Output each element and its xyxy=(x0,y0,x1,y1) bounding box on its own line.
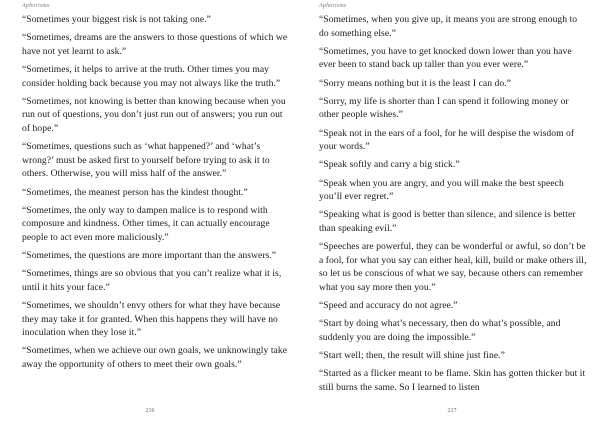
quote-paragraph: “Sometimes, things are so obvious that you can’t realize what it is, until it hits your face.” xyxy=(22,268,282,293)
quote-paragraph: “Sometimes your biggest risk is not taking one.” xyxy=(22,14,211,25)
quote-paragraph: “Sometimes, the questions are more important than the answers.” xyxy=(22,250,277,262)
quote-paragraph: “Sometimes, not knowing is better than knowing because when you run out of questions, you don’t just run out of answers; you run out of hope.” xyxy=(22,95,286,134)
quote-paragraph: “Sorry means nothing but it is the least I can do.” xyxy=(319,77,511,89)
quote-paragraph: “Speeches are powerful, they can be wonderful or awful, so don’t be a fool, for what you say can either heal, kill, build or make others ill, so let us be conscious of what we say, because others can remember what you say more then you.” xyxy=(319,241,587,293)
quote-paragraph: “Sometimes, questions such as ‘what happened?’ and ‘what’s wrong?’ must be asked first to yourself before trying to ask it to others. Otherwise, you will miss half of the answer.” xyxy=(22,141,270,180)
quote-paragraph: “Speak not in the ears of a fool, for he will despise the wisdom of your words.” xyxy=(319,127,575,153)
page-number: 217 xyxy=(447,408,457,414)
quote-paragraph: “Speak when you are angry, and you will make the best speech you’ll ever regret.” xyxy=(319,177,564,203)
quote-paragraph: “Speak softly and carry a big stick.” xyxy=(319,159,460,171)
quote-paragraph: “Speaking what is good is better than silence, and silence is better than speaking evil.” xyxy=(319,209,576,234)
quote-list xyxy=(22,13,290,376)
quote-paragraph: “Sometimes, dreams are the answers to those questions of which we have not yet learnt to ask.” xyxy=(22,32,288,57)
quote-paragraph: “Sometimes, the meanest person has the kindest thought.” xyxy=(22,186,248,198)
quote-paragraph: “Start well; then, the result will shine just fine.” xyxy=(319,350,505,361)
quote-paragraph: “Speed and accuracy do not agree.” xyxy=(319,300,458,312)
quote-paragraph: “Sometimes, you have to get knocked down lower than you have ever been to stand back up taller than you ever were.” xyxy=(319,45,572,71)
running-head: Aphorisms xyxy=(319,3,347,9)
quote-paragraph: “Sometimes, the only way to dampen malice is to respond with composure and kindness. Other times, it can actually encourage people to act even more maliciously.” xyxy=(22,204,270,243)
right-page xyxy=(300,0,600,424)
quote-paragraph: “Sorry, my life is shorter than I can spend it following money or other people wishes.” xyxy=(319,95,569,121)
quote-paragraph: “Sometimes, when you give up, it means you are strong enough to do something else.” xyxy=(319,14,578,39)
quote-paragraph: “Started as a flicker meant to be flame. Skin has gotten thicker but it still burns the same. So I learned to listen xyxy=(319,368,586,393)
quote-paragraph: “Sometimes, it helps to arrive at the truth. Other times you may consider holding back because you may not always like the truth.” xyxy=(22,63,281,89)
quote-paragraph: “Sometimes, when we achieve our own goals, we unknowingly take away the opportunity of others to meet their own goals.” xyxy=(22,345,287,370)
quote-paragraph: “Start by doing what’s necessary, then do what’s possible, and suddenly you are doing the impossible.” xyxy=(319,318,561,343)
running-head: Aphorisms xyxy=(22,3,50,9)
quote-paragraph: “Sometimes, we shouldn’t envy others for what they have because they may take it for granted. When this happens they will have no inoculation when they lose it.” xyxy=(22,300,281,339)
quote-list xyxy=(319,13,589,399)
page-number: 216 xyxy=(145,408,155,414)
